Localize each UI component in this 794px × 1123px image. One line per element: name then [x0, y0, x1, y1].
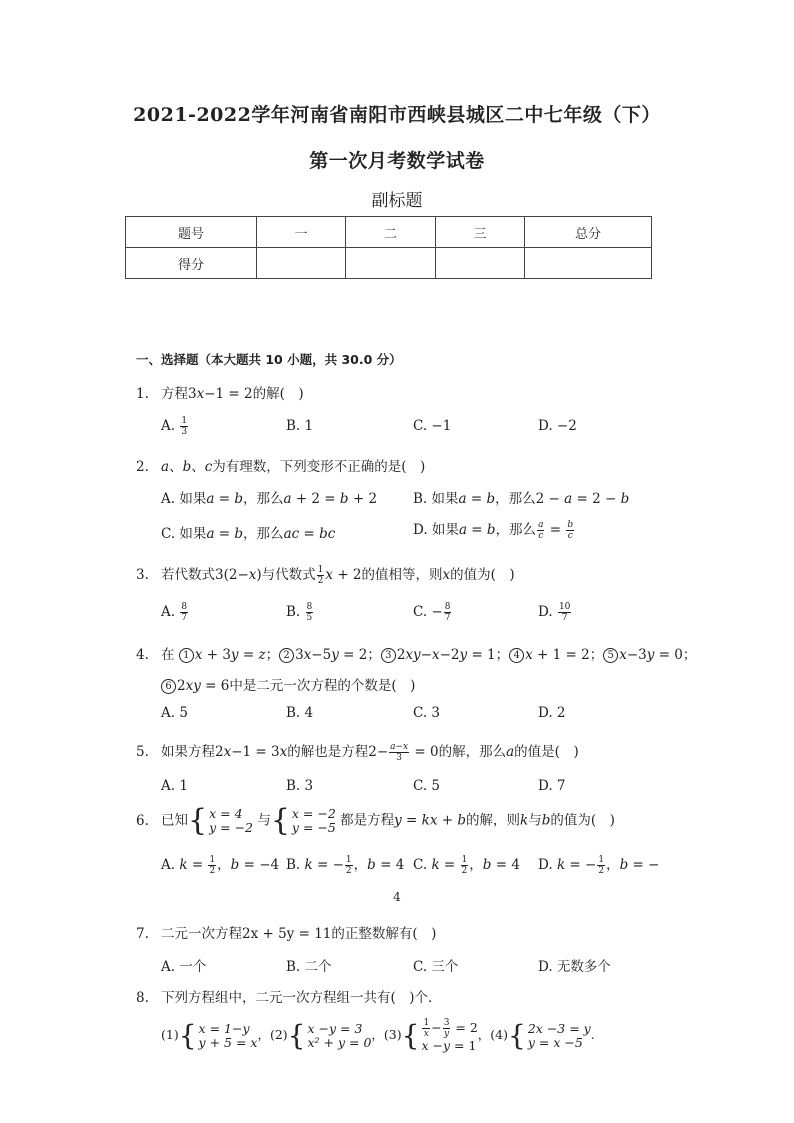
question-5: 5. 如果方程2x−1 = 3x的解也是方程2− $\frac{a-x}{3}$ = 0的解，那么a的值是( ) — [136, 742, 579, 763]
score-cell[interactable] — [257, 248, 346, 279]
header-cell: 二 — [346, 217, 436, 248]
option-d[interactable]: D. 7 — [538, 778, 566, 794]
option-b[interactable]: B. $\frac{8}{5}$ — [286, 602, 313, 623]
score-cell[interactable] — [525, 248, 652, 279]
section-heading: 一、选择题（本大题共 10 小题，共 30.0 分） — [136, 352, 402, 367]
stem-text: 若代数式3(2− — [161, 567, 249, 583]
option-b[interactable]: B. 二个 — [286, 959, 332, 975]
stem-text: 二元一次方程2x + 5y = 11的正整数解有( ) — [161, 926, 437, 942]
frac-num: 8 — [444, 602, 451, 612]
stem-text: 如果方程2 — [161, 744, 224, 760]
header-cell: 题号 — [126, 217, 257, 248]
header-cell: 一 — [257, 217, 346, 248]
option-a[interactable]: A. 如果a = b，那么a + 2 = b + 2 — [161, 491, 378, 507]
frac-num: 8 — [306, 602, 313, 612]
option-c[interactable]: C. 5 — [413, 778, 441, 794]
option-a[interactable]: A. 5 — [161, 705, 188, 721]
option-d[interactable]: D. k = − $\frac{1}{2}$ ，b = − — [538, 855, 660, 876]
question-8 — [136, 986, 442, 1006]
frac-num: 8 — [181, 602, 188, 612]
score-cell[interactable] — [436, 248, 525, 279]
option-c[interactable]: C. − $\frac{8}{7}$ — [413, 602, 451, 623]
question-number: 1. — [136, 386, 149, 402]
stem-text: 已知 — [161, 812, 188, 829]
option-label: B. 如果 — [413, 491, 459, 507]
frac-den: 3 — [181, 427, 188, 437]
option-d[interactable]: D. 2 — [538, 705, 566, 721]
score-table — [125, 216, 652, 279]
option-c[interactable]: C. 3 — [413, 705, 441, 721]
exam-title-line2: 第一次月考数学试卷 — [309, 150, 485, 172]
option-d[interactable]: D. 无数多个 — [538, 959, 611, 975]
option-d[interactable]: D. 如果a = b，那么 $\frac{a}{c}$ = $\frac{b}{c}$ — [413, 520, 574, 541]
stem-text: )与代数式 — [256, 567, 316, 583]
stem-text: 的解，则 — [466, 812, 521, 829]
option-c[interactable]: C. k = $\frac{1}{2}$ ，b = 4 — [413, 855, 520, 876]
stem-text: −1 = 2的解( ) — [204, 386, 304, 402]
stem-text: 都是方程 — [340, 812, 395, 829]
option-text: ，那么 — [495, 491, 536, 507]
question-1: 1. 方程3x−1 = 2的解( ) — [136, 386, 304, 402]
option-b[interactable]: B. 1 — [286, 418, 314, 434]
option-b[interactable]: B. 如果a = b，那么2 − a = 2 − b — [413, 491, 630, 507]
question-6: 6. 已知{ x = 4 y = −2 与{ x = −2 y = −5 都是方程y = kx + b的解，则k与b的值为( ) — [136, 803, 615, 838]
header-cell: 三 — [436, 217, 525, 248]
option-c[interactable]: C. 如果a = b，那么ac = bc — [161, 526, 336, 542]
stem-text: 的值为( ) — [450, 567, 515, 583]
stem-text: = 0的解，那么 — [410, 744, 507, 760]
option-label: A. — [161, 418, 176, 434]
question-4-line2: 6 2xy = 6中是二元一次方程的个数是( ) — [161, 674, 415, 694]
exam-title-line1: 2021-2022学年河南省南阳市西峡县城区二中七年级（下） — [133, 104, 661, 126]
option-c[interactable]: C. −1 — [413, 418, 452, 434]
question-2: 2. a、b、c为有理数，下列变形不正确的是( ) — [136, 459, 426, 475]
stem-text: 下列方程组中，二元一次方程组一共有( )个． — [161, 990, 442, 1006]
option-a[interactable]: A. $\frac{8}{7}$ — [161, 602, 188, 623]
stem-text: 方程3 — [161, 386, 197, 402]
option-a[interactable]: A. 一个 — [161, 959, 207, 975]
question-7 — [136, 922, 436, 942]
stem-text: 中是二元一次方程的个数是( ) — [229, 678, 416, 694]
option-text: ，那么 — [242, 491, 284, 507]
score-table-header — [126, 217, 652, 248]
question-3: 3. 若代数式3(2−x)与代数式 $\frac{1}{2}$ x + 2的值相等，则x的值为( ) — [136, 565, 515, 586]
score-table-row — [126, 248, 652, 279]
frac-num: 10 — [558, 602, 571, 612]
frac-den: 7 — [181, 613, 188, 623]
stem-text: 、 — [169, 459, 183, 475]
stem-text: 为有理数，下列变形不正确的是( ) — [212, 459, 426, 475]
stem-text: 的值为( ) — [550, 812, 615, 829]
stem-text: 与 — [257, 812, 271, 829]
score-cell[interactable] — [346, 248, 436, 279]
header-cell: 总分 — [525, 217, 652, 248]
stem-text: 的值是( ) — [514, 744, 579, 760]
exam-subtitle: 副标题 — [371, 191, 423, 211]
option-a[interactable] — [161, 416, 189, 437]
option-text: ，那么 — [495, 522, 537, 538]
stem-text: 与 — [528, 812, 542, 829]
stem-text: −1 = 3 — [231, 744, 280, 760]
stem-text: 、 — [191, 459, 205, 475]
option-d-continued: 4 — [393, 890, 401, 904]
stem-text: 在 — [161, 647, 175, 663]
stem-text: + 2的值相等，则 — [333, 567, 443, 583]
frac-den: 5 — [306, 613, 313, 623]
option-a[interactable]: A. 1 — [161, 778, 188, 794]
option-b[interactable]: B. 4 — [286, 705, 314, 721]
option-d[interactable]: D. $\frac{10}{7}$ — [538, 602, 571, 623]
frac-den: 7 — [561, 613, 568, 623]
option-label: A. 如果 — [161, 491, 207, 507]
option-text: ，那么 — [243, 526, 284, 542]
option-label: C. 如果 — [161, 526, 207, 542]
question-number: 8. — [136, 990, 149, 1006]
option-a[interactable]: A. k = $\frac{1}{2}$ ，b = −4 — [161, 855, 280, 876]
question-number: 7. — [136, 926, 149, 942]
question-8-systems: (1){ x = 1−y y + 5 = x ，(2){ x −y = 3 x² + y = 0 ，(3){ $\frac{1}{x}$ − $\frac{3}{y}$ = 2 x −y = 1 ，(4){ 2x −3 = y y = x −5 . — [161, 1018, 595, 1053]
option-label: D. 如果 — [413, 522, 459, 538]
row-label: 得分 — [126, 248, 257, 279]
option-d[interactable]: D. −2 — [538, 418, 577, 434]
stem-text: 的解也是方程2− — [287, 744, 389, 760]
option-b[interactable]: B. k = − $\frac{1}{2}$ ，b = 4 — [286, 855, 405, 876]
question-4: 4. 在 1 x + 3y = z； 2 3x−5y = 2； 3 2xy−x−2y = 1； 4 x + 1 = 2； 5 x−3y = 0； — [136, 647, 697, 663]
frac-num: 1 — [181, 416, 188, 426]
option-c[interactable]: C. 三个 — [413, 959, 459, 975]
option-b[interactable]: B. 3 — [286, 778, 314, 794]
frac-den: 7 — [444, 613, 451, 623]
